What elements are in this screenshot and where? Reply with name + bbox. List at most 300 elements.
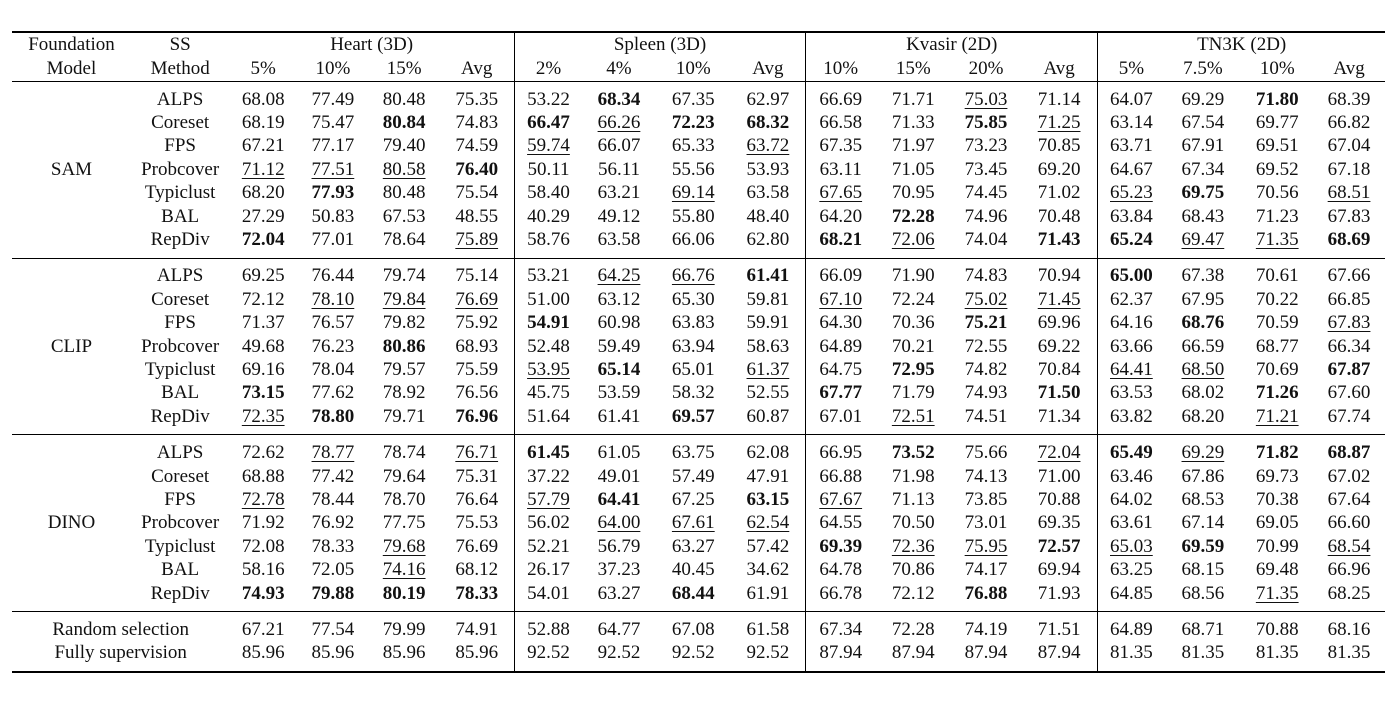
value-cell: 67.64 — [1327, 488, 1371, 510]
value-cell — [229, 158, 297, 181]
value-cell: 71.92 — [241, 512, 285, 534]
value-cell: 67.21 — [241, 135, 285, 157]
value-cell: 63.14 — [1098, 111, 1165, 134]
value-cell: 64.02 — [1098, 488, 1165, 511]
model-label: SAM — [50, 158, 93, 180]
underlined-value: 75.89 — [455, 229, 499, 251]
value-cell — [1313, 182, 1385, 205]
underlined-value: 75.03 — [964, 88, 1008, 110]
underlined-value: 71.12 — [241, 158, 285, 180]
value-cell: 71.97 — [891, 135, 935, 157]
method-label: ALPS — [156, 442, 204, 464]
value-cell: 79.82 — [382, 312, 426, 334]
value-cell: 68.77 — [1255, 335, 1299, 357]
value-cell: 78.64 — [382, 229, 426, 251]
value-cell: 61.05 — [597, 442, 641, 464]
value-cell: 60.87 — [746, 405, 790, 427]
underlined-value: 63.72 — [746, 135, 790, 157]
col-header: 10% — [1259, 58, 1295, 79]
value-cell: 26.17 — [514, 558, 582, 581]
value-cell: 70.88 — [1037, 488, 1081, 510]
value-cell: 58.76 — [514, 228, 582, 251]
value-cell: 67.83 — [1327, 205, 1371, 227]
value-cell: 52.55 — [746, 382, 790, 404]
value-cell: 61.45 — [514, 441, 582, 464]
value-cell: 71.33 — [891, 112, 935, 134]
value-cell: 77.42 — [311, 465, 355, 487]
value-cell: 63.66 — [1098, 335, 1165, 358]
method-header: Method — [150, 58, 210, 79]
value-cell: 37.22 — [514, 465, 582, 488]
value-cell: 71.02 — [1037, 182, 1081, 204]
value-cell: 67.04 — [1327, 135, 1371, 157]
value-cell — [1098, 535, 1165, 558]
value-cell: 67.34 — [806, 618, 876, 641]
value-cell: 75.59 — [455, 358, 499, 380]
value-cell: 85.96 — [455, 642, 499, 664]
value-cell: 67.08 — [671, 618, 715, 640]
value-cell — [1164, 228, 1241, 251]
value-cell: 71.79 — [891, 382, 935, 404]
value-cell: 52.88 — [514, 618, 582, 641]
value-cell: 66.95 — [806, 441, 876, 464]
underlined-value: 74.16 — [382, 559, 426, 581]
value-cell: 64.20 — [806, 205, 876, 228]
value-cell: 47.91 — [746, 465, 790, 487]
value-cell: 78.04 — [311, 358, 355, 380]
value-cell: 48.40 — [746, 205, 790, 227]
value-cell: 68.43 — [1181, 205, 1225, 227]
value-cell — [229, 405, 297, 428]
value-cell: 75.47 — [311, 112, 355, 134]
value-cell: 70.59 — [1255, 312, 1299, 334]
table-row — [12, 88, 1385, 111]
value-cell: 71.71 — [891, 88, 935, 110]
value-cell: 85.96 — [311, 642, 355, 664]
value-cell: 66.07 — [597, 135, 641, 157]
value-cell: 77.01 — [311, 229, 355, 251]
value-cell: 69.25 — [241, 265, 285, 287]
value-cell: 76.56 — [455, 382, 499, 404]
value-cell — [1313, 535, 1385, 558]
value-cell: 80.19 — [382, 582, 426, 604]
value-cell: 53.93 — [746, 158, 790, 180]
value-cell: 81.35 — [1181, 642, 1225, 664]
value-cell: 63.21 — [597, 182, 641, 204]
value-cell: 69.52 — [1255, 158, 1299, 180]
underlined-value: 78.10 — [311, 288, 355, 310]
value-cell — [297, 288, 369, 311]
underlined-value: 80.58 — [382, 158, 426, 180]
value-cell: 64.67 — [1098, 158, 1165, 181]
underlined-value: 79.68 — [382, 535, 426, 557]
method-label: Probcover — [141, 158, 220, 180]
value-cell: 61.58 — [746, 618, 790, 640]
value-cell: 75.35 — [455, 88, 499, 110]
value-cell — [875, 228, 951, 251]
value-cell: 70.36 — [891, 312, 935, 334]
method-label: Coreset — [151, 112, 210, 134]
value-cell: 79.64 — [382, 465, 426, 487]
value-cell — [1021, 288, 1098, 311]
value-cell — [806, 182, 876, 205]
value-cell: 59.81 — [746, 288, 790, 310]
underlined-value: 57.79 — [527, 488, 570, 510]
value-cell: 69.77 — [1255, 112, 1299, 134]
value-cell: 78.44 — [311, 488, 355, 510]
value-cell: 74.19 — [964, 618, 1008, 640]
value-cell: 73.23 — [964, 135, 1008, 157]
underlined-value: 59.74 — [527, 135, 570, 157]
value-cell: 64.77 — [597, 618, 641, 640]
value-cell: 66.58 — [806, 111, 876, 134]
value-cell: 61.91 — [746, 582, 790, 604]
value-cell: 79.40 — [382, 135, 426, 157]
value-cell: 63.94 — [671, 335, 715, 357]
value-cell: 77.17 — [311, 135, 355, 157]
value-cell: 65.30 — [671, 288, 715, 310]
value-cell: 66.69 — [806, 88, 876, 111]
value-cell: 70.21 — [891, 335, 935, 357]
value-cell: 67.14 — [1181, 512, 1225, 534]
value-cell: 87.94 — [1037, 642, 1081, 664]
value-cell: 71.43 — [1037, 229, 1081, 251]
value-cell: 74.04 — [964, 229, 1008, 251]
table-row — [12, 405, 1385, 428]
value-cell: 67.66 — [1327, 265, 1371, 287]
value-cell — [297, 441, 369, 464]
value-cell: 76.69 — [455, 535, 499, 557]
value-cell: 75.14 — [455, 265, 499, 287]
value-cell: 54.01 — [514, 582, 582, 605]
value-cell: 74.83 — [455, 112, 499, 134]
col-header: 10% — [315, 58, 351, 79]
value-cell: 72.24 — [891, 288, 935, 310]
value-cell: 66.59 — [1181, 335, 1225, 357]
value-cell: 67.54 — [1181, 112, 1225, 134]
value-cell: 70.69 — [1255, 358, 1299, 380]
value-cell: 66.47 — [514, 111, 582, 134]
value-cell — [731, 512, 806, 535]
underlined-value: 71.21 — [1255, 405, 1299, 427]
value-cell — [440, 288, 515, 311]
value-cell: 50.83 — [311, 205, 355, 227]
value-cell: 75.21 — [964, 312, 1008, 334]
value-cell: 52.21 — [514, 535, 582, 558]
value-cell: 64.07 — [1098, 88, 1165, 111]
value-cell: 78.33 — [311, 535, 355, 557]
value-cell — [1241, 582, 1313, 605]
value-cell: 66.85 — [1327, 288, 1371, 310]
value-cell — [1241, 405, 1313, 428]
value-cell: 68.88 — [241, 465, 285, 487]
value-cell: 68.12 — [455, 559, 499, 581]
value-cell: 87.94 — [891, 642, 935, 664]
method-label: RepDiv — [150, 405, 210, 427]
value-cell: 63.58 — [597, 229, 641, 251]
value-cell — [806, 288, 876, 311]
value-cell: 59.49 — [597, 335, 641, 357]
value-cell: 73.85 — [964, 488, 1008, 510]
underlined-value: 61.37 — [746, 358, 790, 380]
value-cell: 65.49 — [1098, 441, 1165, 464]
value-cell: 68.21 — [806, 228, 876, 251]
value-cell: 48.55 — [455, 205, 499, 227]
value-cell: 74.93 — [241, 582, 285, 604]
value-cell — [875, 535, 951, 558]
value-cell: 74.17 — [964, 559, 1008, 581]
value-cell: 56.02 — [514, 512, 582, 535]
value-cell: 80.48 — [382, 182, 426, 204]
value-cell — [369, 558, 440, 581]
value-cell: 72.57 — [1037, 535, 1081, 557]
method-label: BAL — [161, 382, 200, 404]
value-cell: 71.98 — [891, 465, 935, 487]
value-cell: 58.16 — [241, 559, 285, 581]
value-cell — [514, 358, 582, 381]
table-row — [12, 312, 1385, 335]
value-cell: 77.49 — [311, 88, 355, 110]
value-cell: 71.13 — [891, 488, 935, 510]
value-cell: 64.41 — [597, 488, 641, 510]
value-cell: 63.12 — [597, 288, 641, 310]
value-cell: 69.94 — [1037, 559, 1081, 581]
value-cell: 62.80 — [746, 229, 790, 251]
value-cell — [1313, 312, 1385, 335]
value-cell — [951, 288, 1021, 311]
value-cell: 64.75 — [806, 358, 876, 381]
value-cell: 69.35 — [1037, 512, 1081, 534]
table-body — [12, 82, 1385, 672]
value-cell: 64.89 — [1098, 618, 1165, 641]
value-cell: 68.15 — [1181, 559, 1225, 581]
underlined-value: 62.54 — [746, 512, 790, 534]
table-row — [12, 182, 1385, 205]
value-cell: 68.44 — [671, 582, 715, 604]
underlined-value: 64.25 — [597, 265, 641, 287]
value-cell: 76.23 — [311, 335, 355, 357]
value-cell: 65.24 — [1098, 228, 1165, 251]
value-cell: 71.14 — [1037, 88, 1081, 110]
value-cell: 64.55 — [806, 512, 876, 535]
value-cell: 59.91 — [746, 312, 790, 334]
method-label: Typiclust — [144, 182, 216, 204]
col-header: Avg — [461, 58, 493, 79]
bottom-rule — [12, 665, 1385, 672]
value-cell: 72.12 — [891, 582, 935, 604]
value-cell: 40.45 — [671, 559, 715, 581]
table-row — [12, 158, 1385, 181]
underlined-value: 66.26 — [597, 112, 641, 134]
value-cell — [875, 405, 951, 428]
value-cell: 57.42 — [746, 535, 790, 557]
value-cell: 64.89 — [806, 335, 876, 358]
value-cell: 72.62 — [241, 442, 285, 464]
table-row — [12, 335, 1385, 358]
ss-header: SS — [131, 32, 229, 57]
value-cell: 72.28 — [891, 618, 935, 640]
value-cell: 70.22 — [1255, 288, 1299, 310]
value-cell: 74.83 — [964, 265, 1008, 287]
value-cell: 67.34 — [1181, 158, 1225, 180]
value-cell: 81.35 — [1255, 642, 1299, 664]
underlined-value: 53.95 — [527, 358, 570, 380]
value-cell: 76.57 — [311, 312, 355, 334]
value-cell: 74.59 — [455, 135, 499, 157]
value-cell: 61.41 — [597, 405, 641, 427]
value-cell: 74.51 — [964, 405, 1008, 427]
underlined-value: 67.83 — [1327, 312, 1371, 334]
value-cell: 72.05 — [311, 559, 355, 581]
col-header: Avg — [752, 58, 784, 79]
value-cell: 68.71 — [1181, 618, 1225, 640]
method-label: ALPS — [156, 265, 204, 287]
value-cell: 92.52 — [746, 642, 790, 664]
value-cell: 68.34 — [597, 88, 641, 110]
value-cell — [951, 535, 1021, 558]
col-header: 15% — [386, 58, 422, 79]
baseline-label: Fully supervision — [54, 642, 187, 664]
table-row — [12, 288, 1385, 311]
value-cell: 75.66 — [964, 442, 1008, 464]
value-cell: 78.33 — [455, 582, 499, 604]
table-row — [12, 582, 1385, 605]
value-cell: 68.69 — [1327, 229, 1371, 251]
value-cell: 63.15 — [746, 488, 790, 510]
value-cell: 58.63 — [746, 335, 790, 357]
value-cell: 65.14 — [597, 358, 641, 380]
value-cell: 66.06 — [671, 229, 715, 251]
value-cell: 50.11 — [514, 158, 582, 181]
value-cell: 65.01 — [671, 358, 715, 380]
value-cell: 67.60 — [1327, 382, 1371, 404]
underlined-value: 69.14 — [671, 182, 715, 204]
value-cell: 40.29 — [514, 205, 582, 228]
value-cell: 55.56 — [671, 158, 715, 180]
value-cell: 69.22 — [1037, 335, 1081, 357]
underlined-value: 71.25 — [1037, 112, 1081, 134]
underlined-value: 67.65 — [819, 182, 863, 204]
method-label: Coreset — [151, 465, 210, 487]
underlined-value: 71.35 — [1255, 229, 1299, 251]
value-cell: 87.94 — [806, 642, 876, 665]
underlined-value: 66.76 — [671, 265, 715, 287]
value-cell: 92.52 — [671, 642, 715, 664]
value-cell: 68.32 — [746, 112, 790, 134]
value-cell: 68.39 — [1327, 88, 1371, 110]
value-cell: 67.38 — [1181, 265, 1225, 287]
col-header: 10% — [675, 58, 711, 79]
method-label: FPS — [164, 135, 196, 157]
underlined-value: 75.02 — [964, 288, 1008, 310]
value-cell — [514, 135, 582, 158]
underlined-value: 64.41 — [1110, 358, 1153, 380]
value-cell: 71.80 — [1255, 88, 1299, 110]
value-cell: 76.40 — [455, 158, 499, 180]
value-cell: 85.96 — [382, 642, 426, 664]
value-cell: 75.53 — [455, 512, 499, 534]
underlined-value: 64.00 — [597, 512, 641, 534]
value-cell — [514, 488, 582, 511]
value-cell — [369, 535, 440, 558]
value-cell: 67.35 — [806, 135, 876, 158]
value-cell: 65.00 — [1098, 265, 1165, 288]
header-row-2 — [12, 57, 1385, 82]
value-cell: 66.96 — [1327, 559, 1371, 581]
underlined-value: 69.47 — [1181, 229, 1225, 251]
method-label: RepDiv — [150, 582, 210, 604]
method-label: FPS — [164, 488, 196, 510]
value-cell: 77.62 — [311, 382, 355, 404]
value-cell: 67.91 — [1181, 135, 1225, 157]
value-cell: 92.52 — [597, 642, 641, 664]
value-cell: 54.91 — [514, 312, 582, 335]
value-cell — [297, 158, 369, 181]
value-cell: 71.93 — [1037, 582, 1081, 604]
value-cell — [1021, 441, 1098, 464]
value-cell: 70.99 — [1255, 535, 1299, 557]
table-row — [12, 441, 1385, 464]
table-row — [12, 228, 1385, 251]
value-cell: 64.78 — [806, 558, 876, 581]
value-cell: 80.86 — [382, 335, 426, 357]
table-row — [12, 382, 1385, 405]
underlined-value: 69.29 — [1181, 442, 1225, 464]
value-cell: 70.50 — [891, 512, 935, 534]
value-cell: 72.23 — [671, 112, 715, 134]
underlined-value: 65.23 — [1110, 182, 1153, 204]
col-header: 5% — [250, 58, 276, 79]
value-cell: 79.99 — [382, 618, 426, 640]
value-cell — [656, 265, 731, 288]
value-cell: 67.77 — [806, 382, 876, 405]
value-cell: 63.53 — [1098, 382, 1165, 405]
value-cell: 71.51 — [1037, 618, 1081, 640]
value-cell — [1098, 358, 1165, 381]
value-cell: 71.23 — [1255, 205, 1299, 227]
table-row — [12, 465, 1385, 488]
underlined-value: 68.51 — [1327, 182, 1371, 204]
value-cell: 69.59 — [1181, 535, 1225, 557]
col-header: Avg — [1333, 58, 1365, 79]
value-cell: 62.97 — [746, 88, 790, 110]
value-cell: 76.88 — [964, 582, 1008, 604]
value-cell: 66.82 — [1327, 112, 1371, 134]
value-cell: 72.04 — [241, 229, 285, 251]
value-cell: 67.35 — [671, 88, 715, 110]
value-cell: 63.25 — [1098, 558, 1165, 581]
value-cell: 68.25 — [1327, 582, 1371, 604]
value-cell: 63.71 — [1098, 135, 1165, 158]
dataset-header-spleen: Spleen (3D) — [514, 32, 805, 57]
value-cell: 62.37 — [1098, 288, 1165, 311]
table-row — [12, 205, 1385, 228]
value-cell: 79.88 — [311, 582, 355, 604]
col-header: 5% — [1098, 57, 1165, 82]
col-header: 7.5% — [1183, 58, 1223, 79]
value-cell: 51.64 — [514, 405, 582, 428]
value-cell: 63.84 — [1098, 205, 1165, 228]
method-label: RepDiv — [150, 229, 210, 251]
col-header: 15% — [895, 58, 931, 79]
value-cell: 66.34 — [1327, 335, 1371, 357]
value-cell — [582, 265, 656, 288]
col-header: 10% — [806, 57, 876, 82]
value-cell — [1021, 111, 1098, 134]
value-cell — [806, 488, 876, 511]
value-cell: 75.31 — [455, 465, 499, 487]
value-cell: 68.56 — [1181, 582, 1225, 604]
